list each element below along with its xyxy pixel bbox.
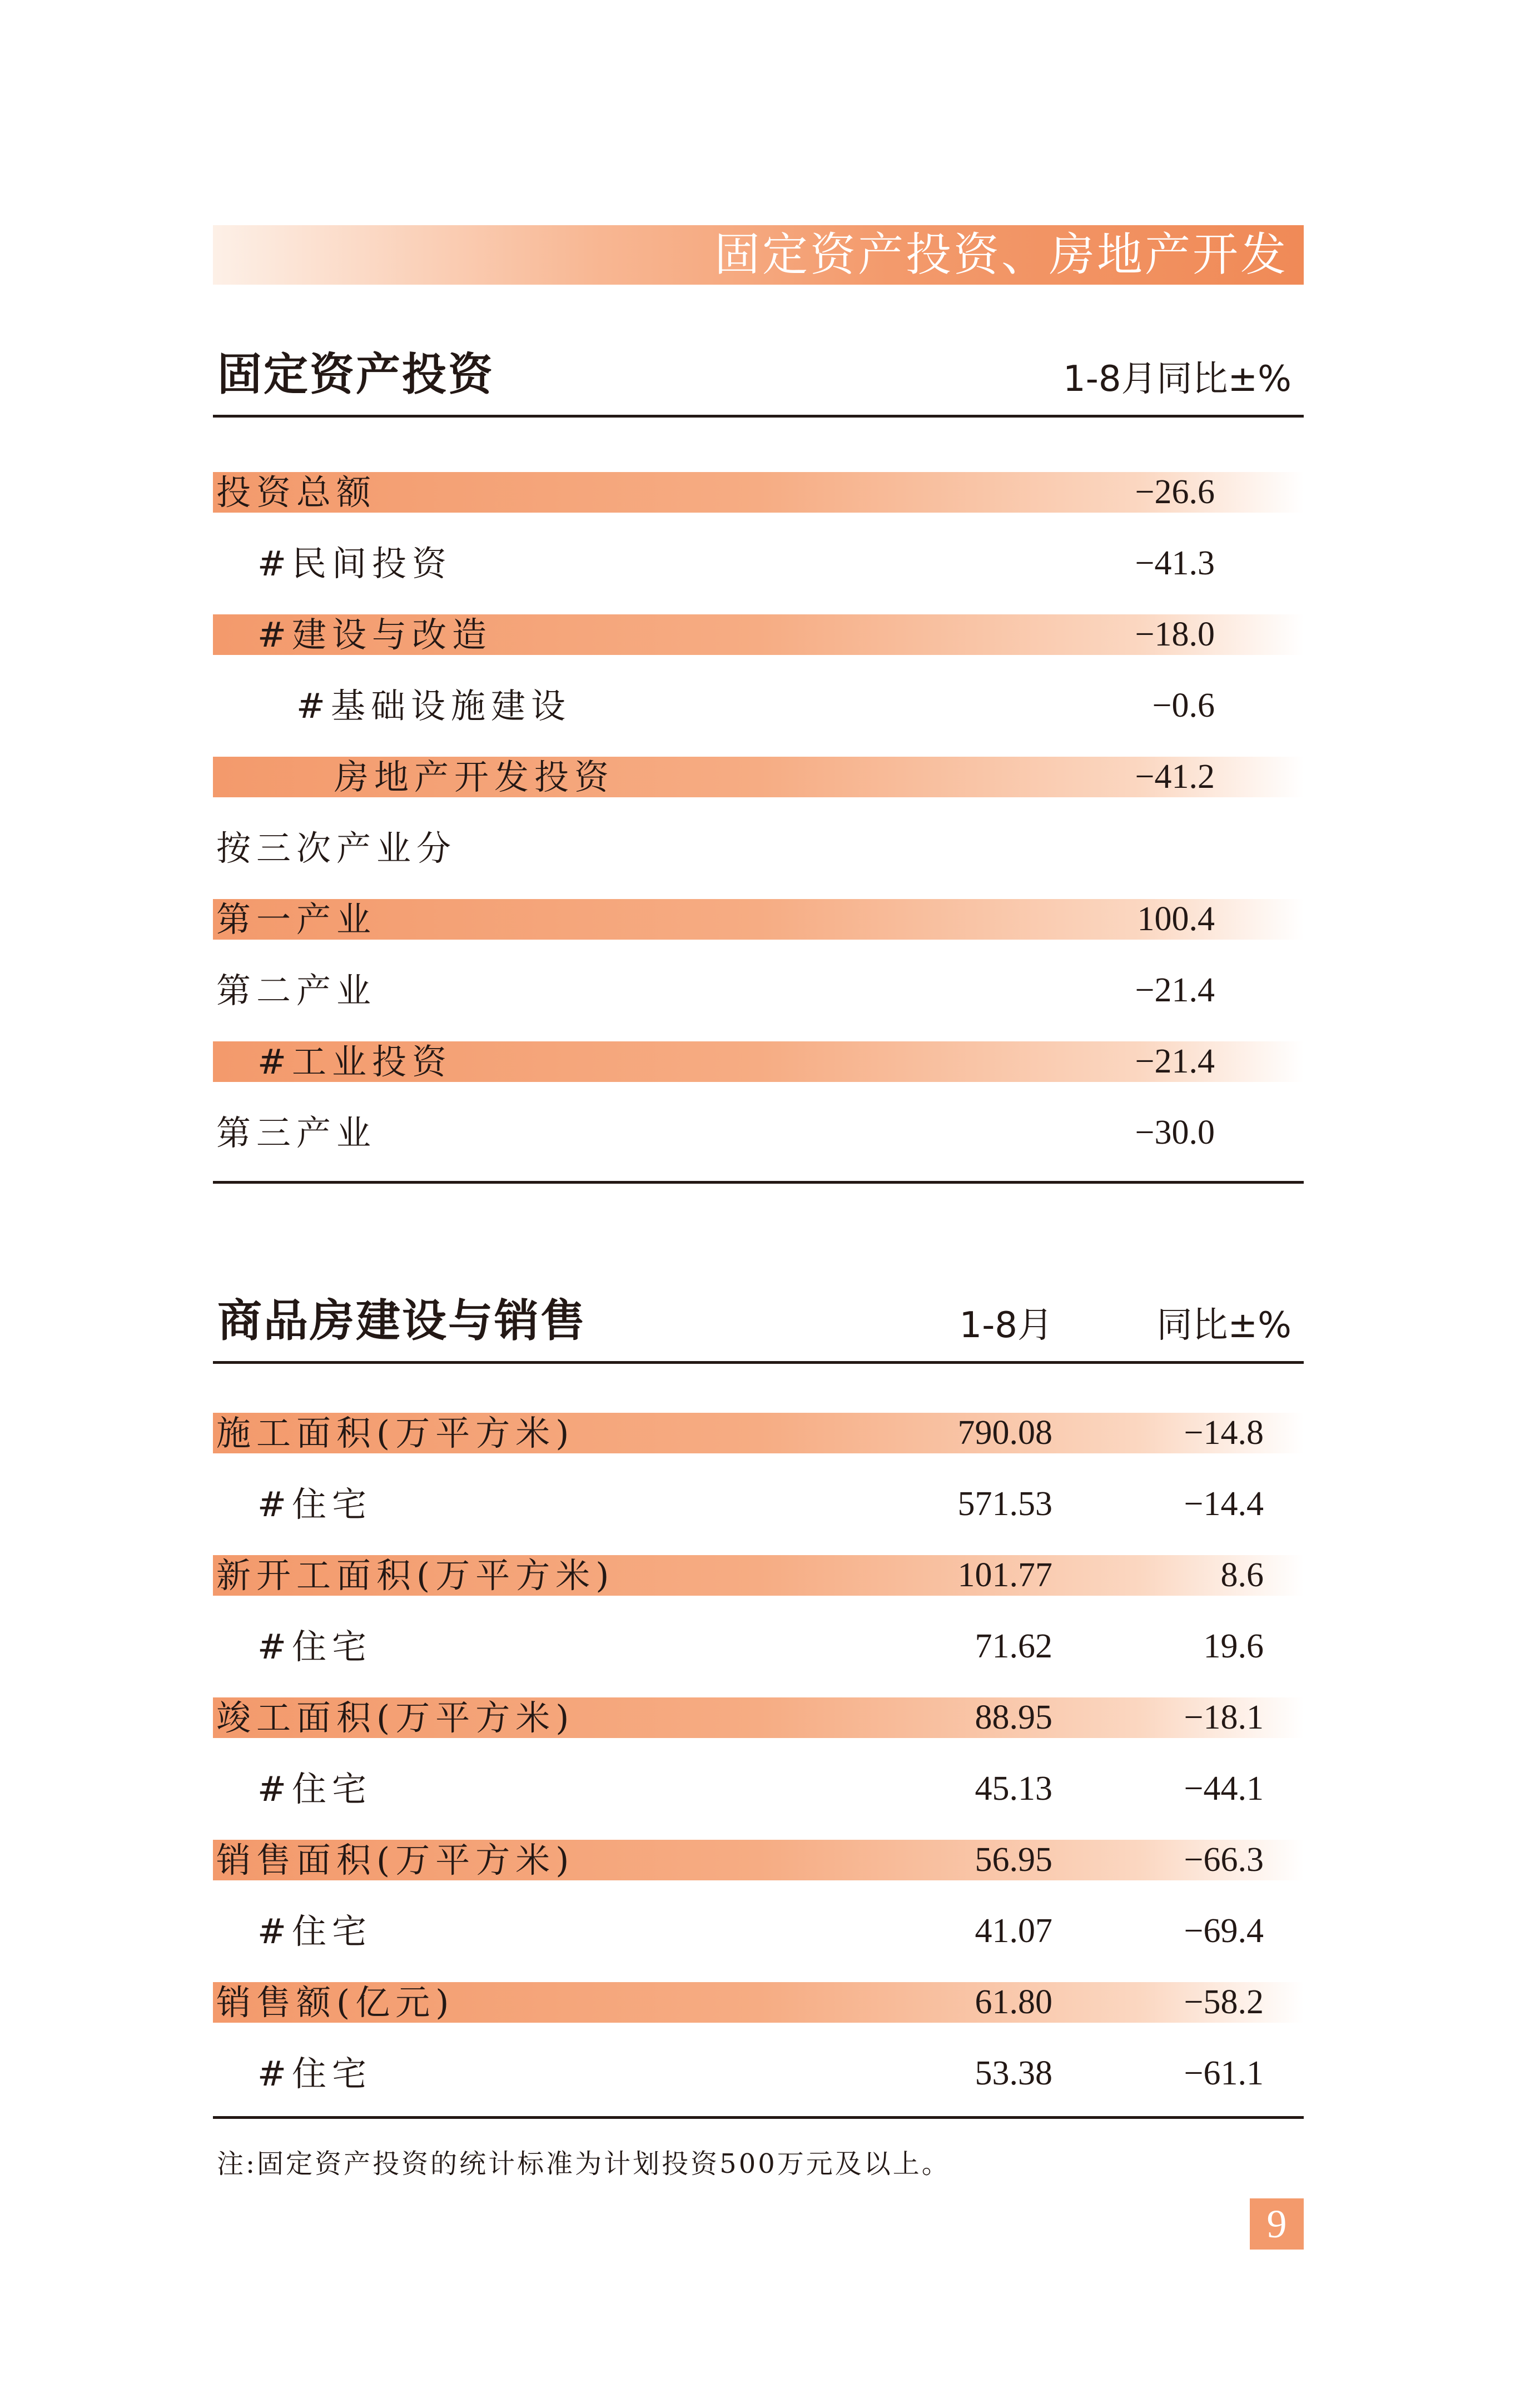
row-value: −41.3	[1135, 544, 1215, 582]
row-value: −21.4	[1135, 971, 1215, 1009]
row-change: −58.2	[1184, 1983, 1264, 2021]
table-row	[213, 1626, 1304, 1667]
row-value: 790.08	[957, 1414, 1052, 1452]
section1-bottom-rule	[213, 1181, 1304, 1184]
banner-title: 固定资产投资、房地产开发	[714, 229, 1288, 281]
section2-header	[213, 1295, 1304, 1364]
row-label: #住宅	[257, 2053, 372, 2094]
row-value: 61.80	[975, 1983, 1052, 2021]
row-value: −0.6	[1152, 687, 1215, 724]
table-row	[213, 1041, 1304, 1082]
row-label: 第三产业	[216, 1113, 377, 1153]
row-change: −66.3	[1184, 1841, 1264, 1879]
row-label: #住宅	[257, 1484, 372, 1525]
page-number: 9	[1250, 2198, 1304, 2250]
row-change: 8.6	[1220, 1556, 1264, 1594]
row-label: 竣工面积(万平方米)	[216, 1697, 575, 1738]
row-label: #工业投资	[257, 1041, 452, 1082]
table-row	[213, 2053, 1304, 2094]
section1-column-header: 1-8月同比±%	[1063, 359, 1291, 400]
section2-title: 商品房建设与销售	[217, 1295, 587, 1347]
row-value: −18.0	[1135, 615, 1215, 653]
table-row	[213, 1982, 1304, 2023]
section1-title: 固定资产投资	[217, 349, 494, 400]
row-label: #基础设施建设	[296, 686, 571, 726]
section2-column-header-change: 同比±%	[1156, 1305, 1291, 1346]
table-row	[213, 543, 1304, 584]
row-label: #建设与改造	[257, 614, 492, 655]
row-change: 19.6	[1203, 1627, 1264, 1665]
table-row	[213, 1840, 1304, 1880]
row-value: −26.6	[1135, 473, 1215, 511]
table-row	[213, 686, 1304, 726]
row-label: 房地产开发投资	[334, 757, 615, 797]
table-row	[213, 1113, 1304, 1153]
row-change: −44.1	[1184, 1770, 1264, 1808]
table-row	[213, 1769, 1304, 1809]
row-label: 第一产业	[216, 899, 377, 940]
table-row	[213, 1555, 1304, 1596]
table-row	[213, 899, 1304, 940]
row-label: 施工面积(万平方米)	[216, 1413, 575, 1453]
section2-column-header-period: 1-8月	[959, 1305, 1053, 1346]
row-value: 53.38	[975, 2054, 1052, 2092]
row-value: −30.0	[1135, 1114, 1215, 1151]
row-label: 销售额(亿元)	[216, 1982, 455, 2023]
row-value: 41.07	[975, 1912, 1052, 1950]
row-label: #民间投资	[257, 543, 452, 584]
section-banner	[213, 225, 1304, 285]
row-change: −14.8	[1184, 1414, 1264, 1452]
row-value: 45.13	[975, 1770, 1052, 1808]
row-change: −14.4	[1184, 1485, 1264, 1523]
row-value: 88.95	[975, 1699, 1052, 1736]
row-value: −21.4	[1135, 1042, 1215, 1080]
table-row	[213, 970, 1304, 1011]
row-label: #住宅	[257, 1769, 372, 1809]
row-label: 销售面积(万平方米)	[216, 1840, 575, 1880]
table-row	[213, 828, 1304, 868]
row-label: #住宅	[257, 1626, 372, 1667]
row-change: −69.4	[1184, 1912, 1264, 1950]
section1-header	[213, 349, 1304, 418]
row-change: −61.1	[1184, 2054, 1264, 2092]
section2-bottom-rule	[213, 2116, 1304, 2119]
table-row	[213, 1484, 1304, 1525]
row-label: #住宅	[257, 1911, 372, 1952]
table-row	[213, 1697, 1304, 1738]
table-row	[213, 1911, 1304, 1952]
table-row	[213, 757, 1304, 797]
row-value: 56.95	[975, 1841, 1052, 1879]
row-label: 投资总额	[216, 472, 377, 513]
footnote: 注:固定资产投资的统计标准为计划投资500万元及以上。	[217, 2148, 951, 2179]
row-value: −41.2	[1135, 758, 1215, 796]
row-value: 71.62	[975, 1627, 1052, 1665]
row-label: 新开工面积(万平方米)	[216, 1555, 615, 1596]
table-row	[213, 1413, 1304, 1453]
row-value: 100.4	[1137, 900, 1215, 938]
row-value: 101.77	[957, 1556, 1052, 1594]
row-label: 按三次产业分	[216, 828, 457, 868]
row-change: −18.1	[1184, 1699, 1264, 1736]
row-label: 第二产业	[216, 970, 377, 1011]
table-row	[213, 614, 1304, 655]
row-value: 571.53	[957, 1485, 1052, 1523]
table-row	[213, 472, 1304, 513]
